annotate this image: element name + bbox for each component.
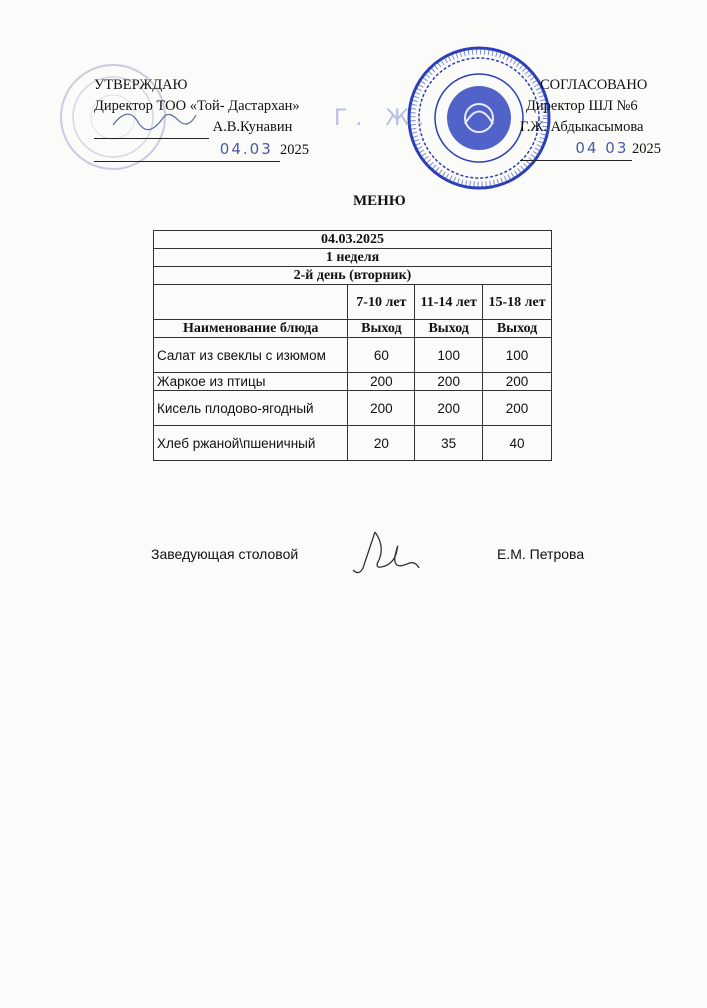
menu-day: 2-й день (вторник)	[154, 267, 552, 285]
document-title: МЕНЮ	[353, 193, 406, 209]
agree-name: Г.Ж. Абдыкасымова	[520, 119, 644, 135]
age-group-header: 11-14 лет	[415, 285, 483, 320]
portion-cell: 100	[483, 338, 552, 373]
table-row	[154, 391, 552, 426]
portion-cell: 20	[348, 426, 415, 461]
age-group-header: 7-10 лет	[348, 285, 415, 320]
approve-date-line	[94, 139, 309, 162]
director-signature	[108, 100, 198, 140]
table-row	[154, 231, 552, 249]
portion-cell: 60	[348, 338, 415, 373]
approve-heading: УТВЕРЖДАЮ	[94, 77, 188, 93]
footer-name: Е.М. Петрова	[497, 546, 585, 562]
output-header: Выход	[415, 320, 483, 338]
empty-header-cell	[154, 285, 348, 320]
portion-cell: 35	[415, 426, 483, 461]
portion-cell: 200	[348, 391, 415, 426]
portion-cell: 40	[483, 426, 552, 461]
dish-name: Салат из свеклы с изюмом	[154, 338, 348, 373]
table-row	[154, 249, 552, 267]
portion-cell: 200	[483, 373, 552, 391]
footer-role: Заведующая столовой	[151, 546, 299, 562]
manager-signature	[345, 526, 425, 578]
agree-date-hand: 04 03	[575, 139, 629, 157]
output-header: Выход	[348, 320, 415, 338]
table-row	[154, 373, 552, 391]
agree-heading: СОГЛАСОВАНО	[540, 77, 648, 93]
table-row	[154, 338, 552, 373]
menu-table	[153, 230, 552, 461]
faint-handwriting: Г. Ж.	[334, 106, 433, 131]
portion-cell: 200	[348, 373, 415, 391]
dish-name: Хлеб ржаной\пшеничный	[154, 426, 348, 461]
agree-date-line	[520, 138, 661, 161]
date-line	[94, 139, 280, 162]
menu-date: 04.03.2025	[154, 231, 552, 249]
dish-column-header: Наименование блюда	[154, 320, 348, 338]
portion-cell: 100	[415, 338, 483, 373]
agree-year: 2025	[632, 141, 661, 157]
table-row	[154, 267, 552, 285]
table-row	[154, 320, 552, 338]
portion-cell: 200	[483, 391, 552, 426]
portion-cell: 200	[415, 373, 483, 391]
approve-year: 2025	[280, 142, 309, 158]
agree-block	[540, 75, 647, 96]
dish-name: Кисель плодово-ягодный	[154, 391, 348, 426]
age-group-header: 15-18 лет	[483, 285, 552, 320]
dish-name: Жаркое из птицы	[154, 373, 348, 391]
date-line	[520, 138, 632, 161]
approve-date-hand: 04.03	[219, 140, 273, 158]
table-row	[154, 285, 552, 320]
portion-cell: 200	[415, 391, 483, 426]
approve-position: Директор ТОО «Той- Дастархан»	[94, 98, 300, 114]
table-row	[154, 426, 552, 461]
output-header: Выход	[483, 320, 552, 338]
menu-week: 1 неделя	[154, 249, 552, 267]
agree-position: Директор ШЛ №6	[526, 98, 638, 114]
approve-name: А.В.Кунавин	[212, 119, 293, 135]
